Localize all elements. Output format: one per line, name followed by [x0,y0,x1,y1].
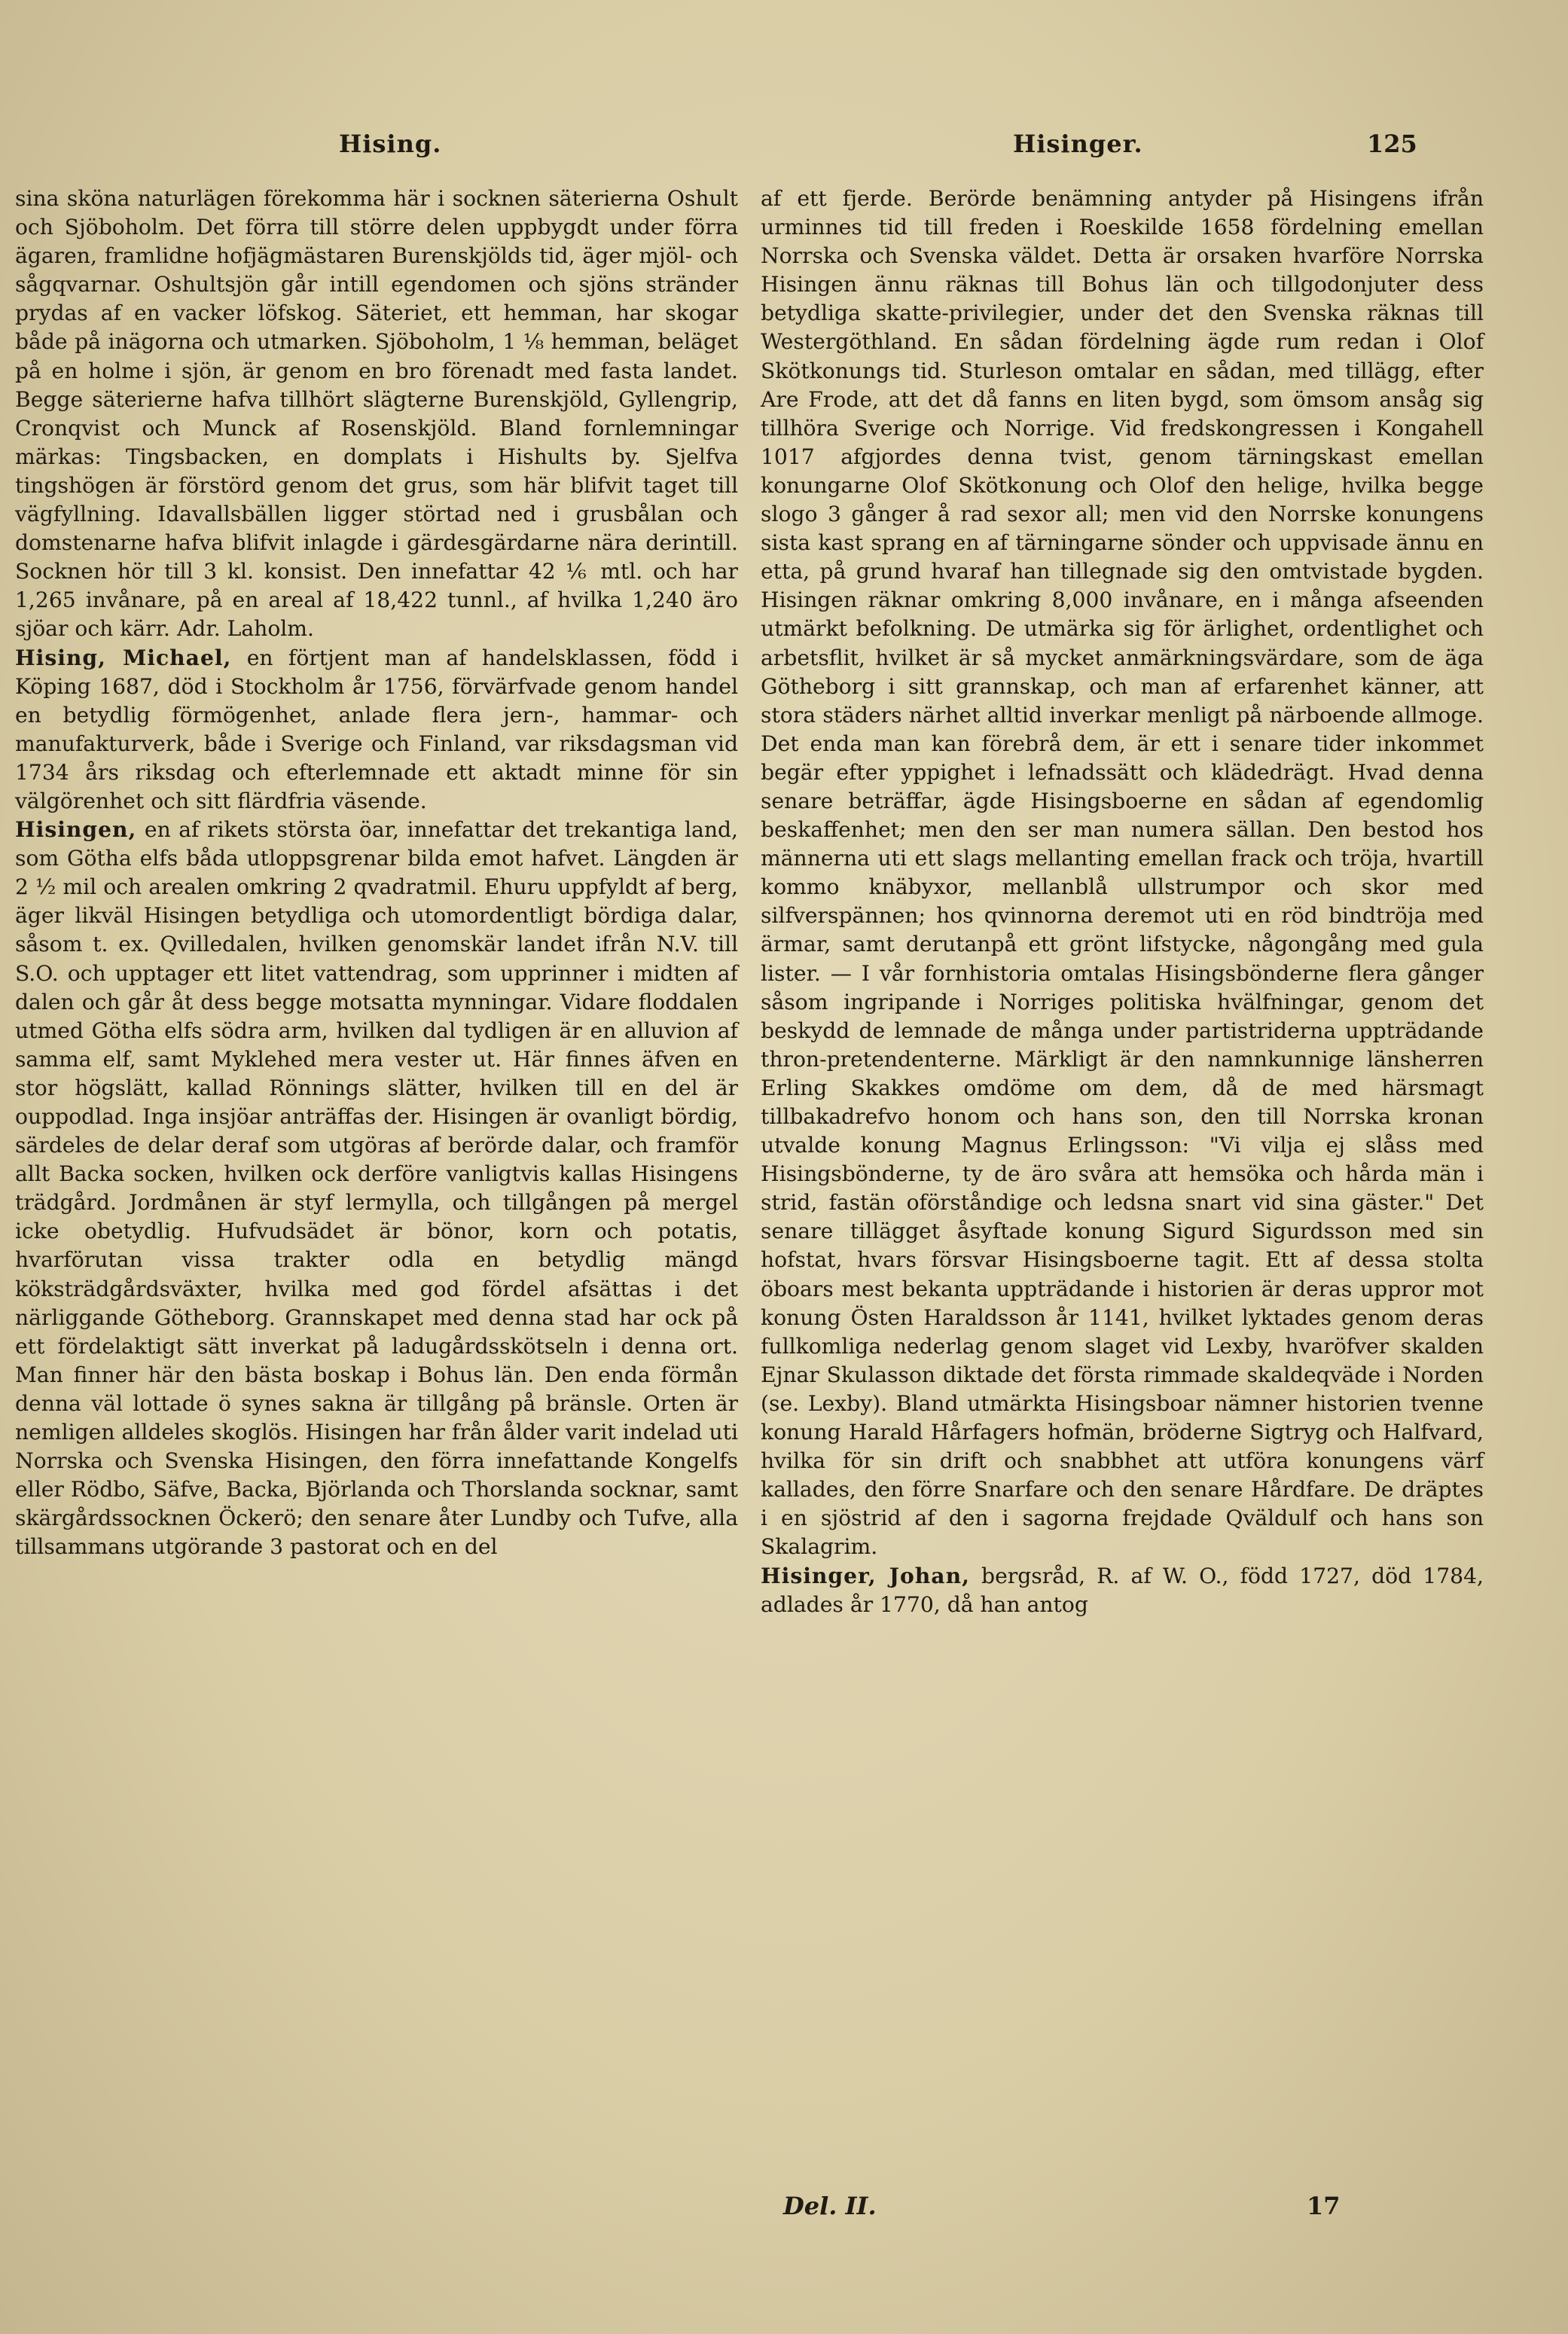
running-head-left: Hising. [339,130,442,158]
left-column [15,185,738,1562]
left-paragraph-text: sina sköna naturlägen förekomma här i socknen säterierna Oshult och Sjöboholm. Det förra till större delen uppbygdt under förra ägaren, framlidne hofjägmästaren Burenskjölds tid, äger mjöl- och sågqvarnar. Oshultsjön går intill egendomen och sjöns stränder prydas af en vacker löfskog. Säteriet, ett hemman, har skogar både på inägorna och utmarken. Sjöboholm, 1 ⅛ hemman, beläget på en holme i sjön, är genom en bro förenadt med fasta landet. Begge säterierne hafva tillhört slägterne Burenskjöld, Gyllengrip, Cronqvist och Munck af Rosenskjöld. Bland fornlemningar märkas: Tingsbacken, en domplats i Hishults by. Sjelfva tingshögen är förstörd genom det grus, som här blifvit taget till vägfyllning. Idavallsbällen ligger störtad ned i grusbålan och domstenarne hafva blifvit inlagde i gärdesgärdarne nära derintill. Socknen hör till 3 kl. konsist. Den innefattar 42 ⅙ mtl. och har 1,265 invånare, på en areal af 18,422 tunnl., af hvilka 1,240 äro sjöar och kärr. Adr. Laholm. [15,186,738,642]
page-footer [0,2192,1568,2229]
right-paragraph-continuation [761,185,1484,1562]
entry-text: bergsråd, R. af W. O., född 1727, död 1784, adlades år 1770, då han antog [761,1563,1484,1617]
page-header [0,130,1568,167]
entry-text: en förtjent man af handelsklassen, född i Köping 1687, död i Stockholm år 1756, förvärfvade genom handel en betydlig förmögenhet, anlade flera jern-, hammar- och manufakturverk, både i Sverige och Finland, var riksdagsman vid 1734 års riksdag och efterlemnade ett aktadt minne för sin välgörenhet och sitt flärdfria väsende. [15,645,738,813]
sheet-number: 17 [1307,2192,1341,2220]
page-number: 125 [1367,130,1417,158]
left-paragraph-continuation [15,185,738,644]
right-paragraph-text: af ett fjerde. Berörde benämning antyder på Hisingens ifrån urminnes tid till freden i Roeskilde 1658 fördelning emellan Norrska och Svenska väldet. Detta är orsaken hvarföre Norrska Hisingen ännu räknas till Bohus län och tillgodonjuter dess betydliga skatte-privilegier, under det den Svenska räknas till Westergöthland. En sådan fördelning ägde rum redan i Olof Skötkonungs tid. Sturleson omtalar en sådan, med tillägg, efter Are Frode, att det då fanns en liten bygd, som ömsom ansåg sig tillhöra Sverige och Norrige. Vid fredskongressen i Kongahell 1017 afgjordes denna tvist, genom tärningskast emellan konungarne Olof Skötkonung och Olof den helige, hvilka begge slogo 3 gånger å rad sexor all; men vid den Norrske konungens sista kast sprang en af tärningarne sönder och uppvisade ännu en etta, på grund hvaraf han tillegnade sig den omtvistade bygden. Hisingen räknar omkring 8,000 invånare, en i många afseenden utmärkt befolkning. De utmärka sig för ärlighet, ordentlighet och arbetsflit, hvilket är så mycket anmärkningsvärdare, som de äga Götheborg i sitt grannskap, och man af erfarenhet känner, att stora städers närhet alltid inverkar menligt på närboende allmoge. Det enda man kan förebrå dem, är ett i senare tider inkommet begär efter yppighet i lefnadssätt och klädedrägt. Hvad denna senare beträffar, ägde Hisingsboerne en sådan af egendomlig beskaffenhet; men den ser man numera sällan. Den bestod hos männerna uti ett slags mellanting emellan frack och tröja, hvartill kommo knäbyxor, mellanblå ullstrumpor och skor med silfverspännen; hos qvinnorna deremot uti en röd bindtröja med ärmar, samt derutanpå ett grönt lifstycke, någongång med gula lister. — I vår fornhistoria omtalas Hisingsbönderne flera gånger såsom ingripande i Norriges politiska hvälfningar, genom det beskydd de lemnade de många under partistriderna uppträdande thron-pretendenterne. Märkligt är den namnkunnige länsherren Erling Skakkes omdöme om dem, då de med härsmagt tillbakadrefvo honom och hans son, den till Norrska kronan utvalde konung Magnus Erlingsson: "Vi vilja ej slåss med Hisingsbönderne, ty de äro svåra att hemsöka och hårda män i strid, fastän oförståndige och ledsna snart vid sina gäster." Det senare tillägget åsyftade konung Sigurd Sigurdsson med sin hofstat, hvars försvar Hisingsboerne tagit. Ett af dessa stolta öboars mest bekanta uppträdande i historien är deras uppror mot konung Östen Haraldsson år 1141, hvilket lyktades genom deras fullkomliga nederlag genom slaget vid Lexby, hvaröfver skalden Ejnar Skulasson diktade det första rimmade skaldeqväde i Norden (se. Lexby). Bland utmärkta Hisingsboar nämner historien tvenne konung Harald Hårfagers hofmän, bröderne Sigtryg och Halfvard, hvilka för sin drift och snabbhet att utföra konungens värf kallades, den förre Snarfare och den senare Hårdfare. De dräptes i en sjöstrid af den i sagorna frejdade Qväldulf och hans son Skalagrim. [761,186,1484,1560]
running-head-right: Hisinger. [1013,130,1143,158]
entry-headword: Hising, Michael, [15,645,232,670]
right-column [761,185,1484,1619]
entry-hising-michael [15,644,738,816]
volume-signature: Del. II. [783,2192,877,2220]
entry-headword: Hisinger, Johan, [761,1563,970,1588]
entry-hisingen [15,816,738,1561]
entry-text: en af rikets största öar, innefattar det trekantiga land, som Götha elfs båda utloppsgrenar bilda emot hafvet. Längden är 2 ½ mil och arealen omkring 2 qvadratmil. Ehuru uppfyldt af berg, äger likväl Hisingen betydliga och utomordentligt bördiga dalar, såsom t. ex. Qvilledalen, hvilken genomskär landet ifrån N.V. till S.O. och upptager ett litet vattendrag, som upprinner i midten af dalen och går åt dess begge motsatta mynningar. Vidare floddalen utmed Götha elfs södra arm, hvilken dal tydligen är en alluvion af samma elf, samt Myklehed mera vester ut. Här finnes äfven en stor högslätt, kallad Rönnings slätter, hvilken till en del är ouppodlad. Inga insjöar anträffas der. Hisingen är ovanligt bördig, särdeles de delar deraf som utgöras af berörde dalar, och framför allt Backa socken, hvilken ock derföre vanligtvis kallas Hisingens trädgård. Jordmånen är styf lermylla, och tillgången på mergel icke obetydlig. Hufvudsädet är bönor, korn och potatis, hvarförutan vissa trakter odla en betydlig mängd köksträdgårdsväxter, hvilka med god fördel afsättas i det närliggande Götheborg. Grannskapet med denna stad har ock på ett fördelaktigt sätt inverkat på ladugårdsskötseln i denna ort. Man finner här den bästa boskap i Bohus län. Den enda förmån denna väl lottade ö synes sakna är tillgång på bränsle. Orten är nemligen alldeles skoglös. Hisingen har från ålder varit indelad uti Norrska och Svenska Hisingen, den förra innefattande Kongelfs eller Rödbo, Säfve, Backa, Björlanda och Thorslanda socknar, samt skärgårdssocknen Öckerö; den senare åter Lundby och Tufve, alla tillsammans utgörande 3 pastorat och en del [15,817,738,1560]
entry-hisinger-johan [761,1562,1484,1619]
entry-headword: Hisingen, [15,817,137,843]
